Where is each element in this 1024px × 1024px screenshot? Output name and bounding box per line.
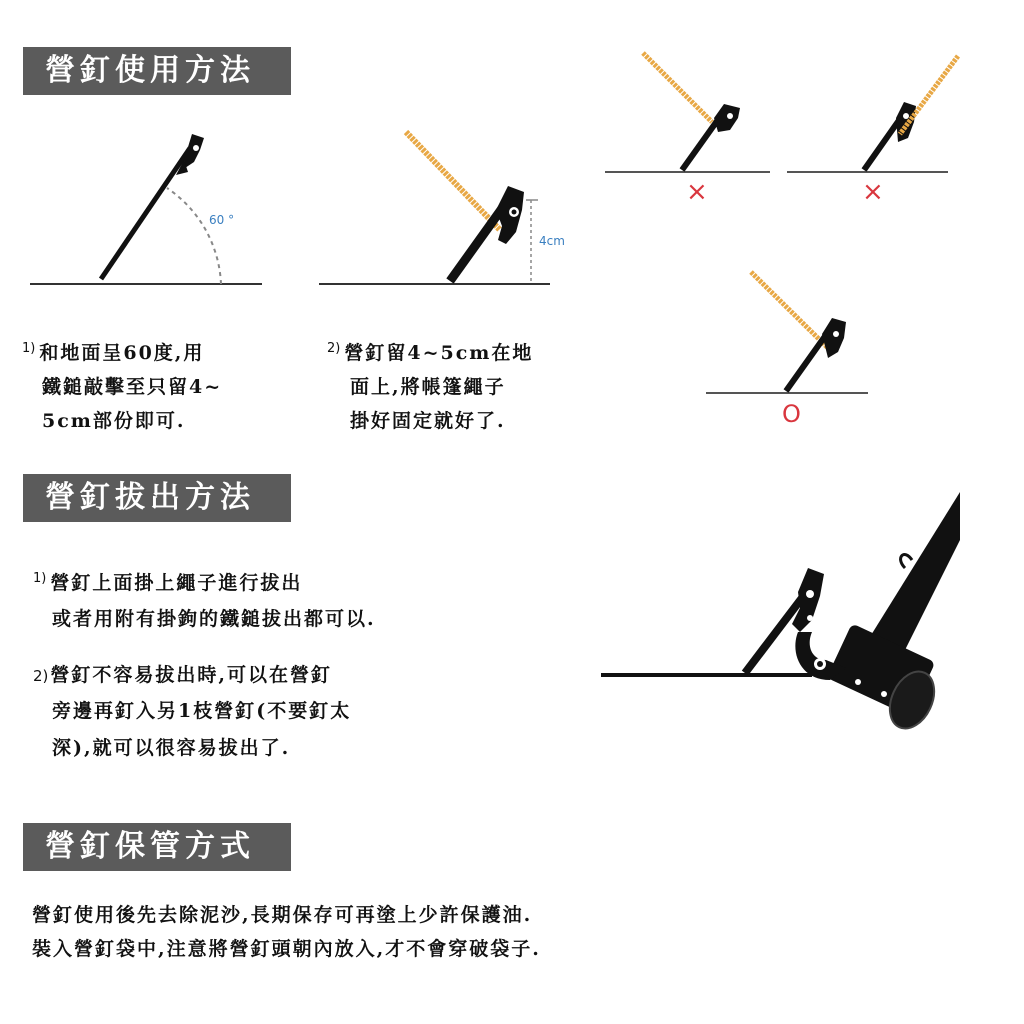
- removal-step-1-line-2: 或者用附有掛鉤的鐵鎚拔出都可以.: [52, 608, 376, 630]
- rope: [751, 272, 830, 350]
- removal-step-2-line-1: 營釘不容易拔出時,可以在營釘: [50, 664, 333, 686]
- usage-step-1: [22, 336, 204, 373]
- rope: [643, 53, 712, 122]
- usage-step-1-line-2: 鐵鎚敲擊至只留4~: [42, 376, 223, 398]
- usage-step-2: [327, 336, 533, 373]
- usage-step-1-line-1: 和地面呈60度,用: [39, 342, 205, 364]
- usage-step-2-line-1: 營釘留4~5cm在地: [344, 342, 534, 364]
- tent-peg-icon: [682, 104, 740, 170]
- wrong-mark: ×: [686, 177, 708, 207]
- removal-step-1: [33, 566, 302, 603]
- removal-step-1-line-1: 營釘上面掛上繩子進行拔出: [50, 572, 303, 594]
- angle-arc: [167, 188, 221, 284]
- hammer-icon: [795, 492, 960, 736]
- removal-section-title: 營釘拔出方法: [23, 474, 291, 522]
- step-number: 2): [33, 667, 49, 685]
- rope: [406, 132, 500, 230]
- removal-diagram: [601, 492, 960, 736]
- storage-section-title: 營釘保管方式: [23, 823, 291, 871]
- tent-peg-icon: [864, 102, 916, 170]
- wrong-example-deep: [605, 53, 770, 207]
- storage-line-2: 裝入營釘袋中,注意將營釘頭朝內放入,才不會穿破袋子.: [32, 938, 541, 960]
- wrong-example-rope: [787, 56, 958, 207]
- rope: [900, 56, 958, 134]
- step-number: 1): [22, 341, 36, 356]
- removal-step-2: [33, 658, 332, 693]
- wrong-mark: ×: [862, 177, 884, 207]
- usage-step-2-line-2: 面上,將帳篷繩子: [350, 376, 506, 398]
- usage-step-1-line-3: 5cm部份即可.: [42, 410, 186, 432]
- tent-peg-icon: [101, 134, 204, 279]
- tent-peg-icon: [786, 318, 846, 391]
- height-label: 4cm: [539, 234, 565, 248]
- usage-section-title: 營釘使用方法: [23, 47, 291, 95]
- correct-example: [706, 272, 868, 428]
- angle-label: 60 °: [209, 213, 235, 227]
- height-diagram: [319, 132, 565, 284]
- angle-diagram: [30, 134, 262, 284]
- removal-step-2-line-3: 深),就可以很容易拔出了.: [52, 737, 291, 759]
- storage-line-1: 營釘使用後先去除泥沙,長期保存可再塗上少許保護油.: [32, 904, 533, 926]
- removal-step-2-line-2: 旁邊再釘入另1枝營釘(不要釘太: [52, 700, 352, 722]
- step-number: 2): [327, 341, 341, 356]
- tent-peg-icon: [450, 186, 524, 281]
- step-number: 1): [33, 571, 47, 586]
- right-mark: O: [782, 400, 801, 428]
- usage-step-2-line-3: 掛好固定就好了.: [350, 410, 506, 432]
